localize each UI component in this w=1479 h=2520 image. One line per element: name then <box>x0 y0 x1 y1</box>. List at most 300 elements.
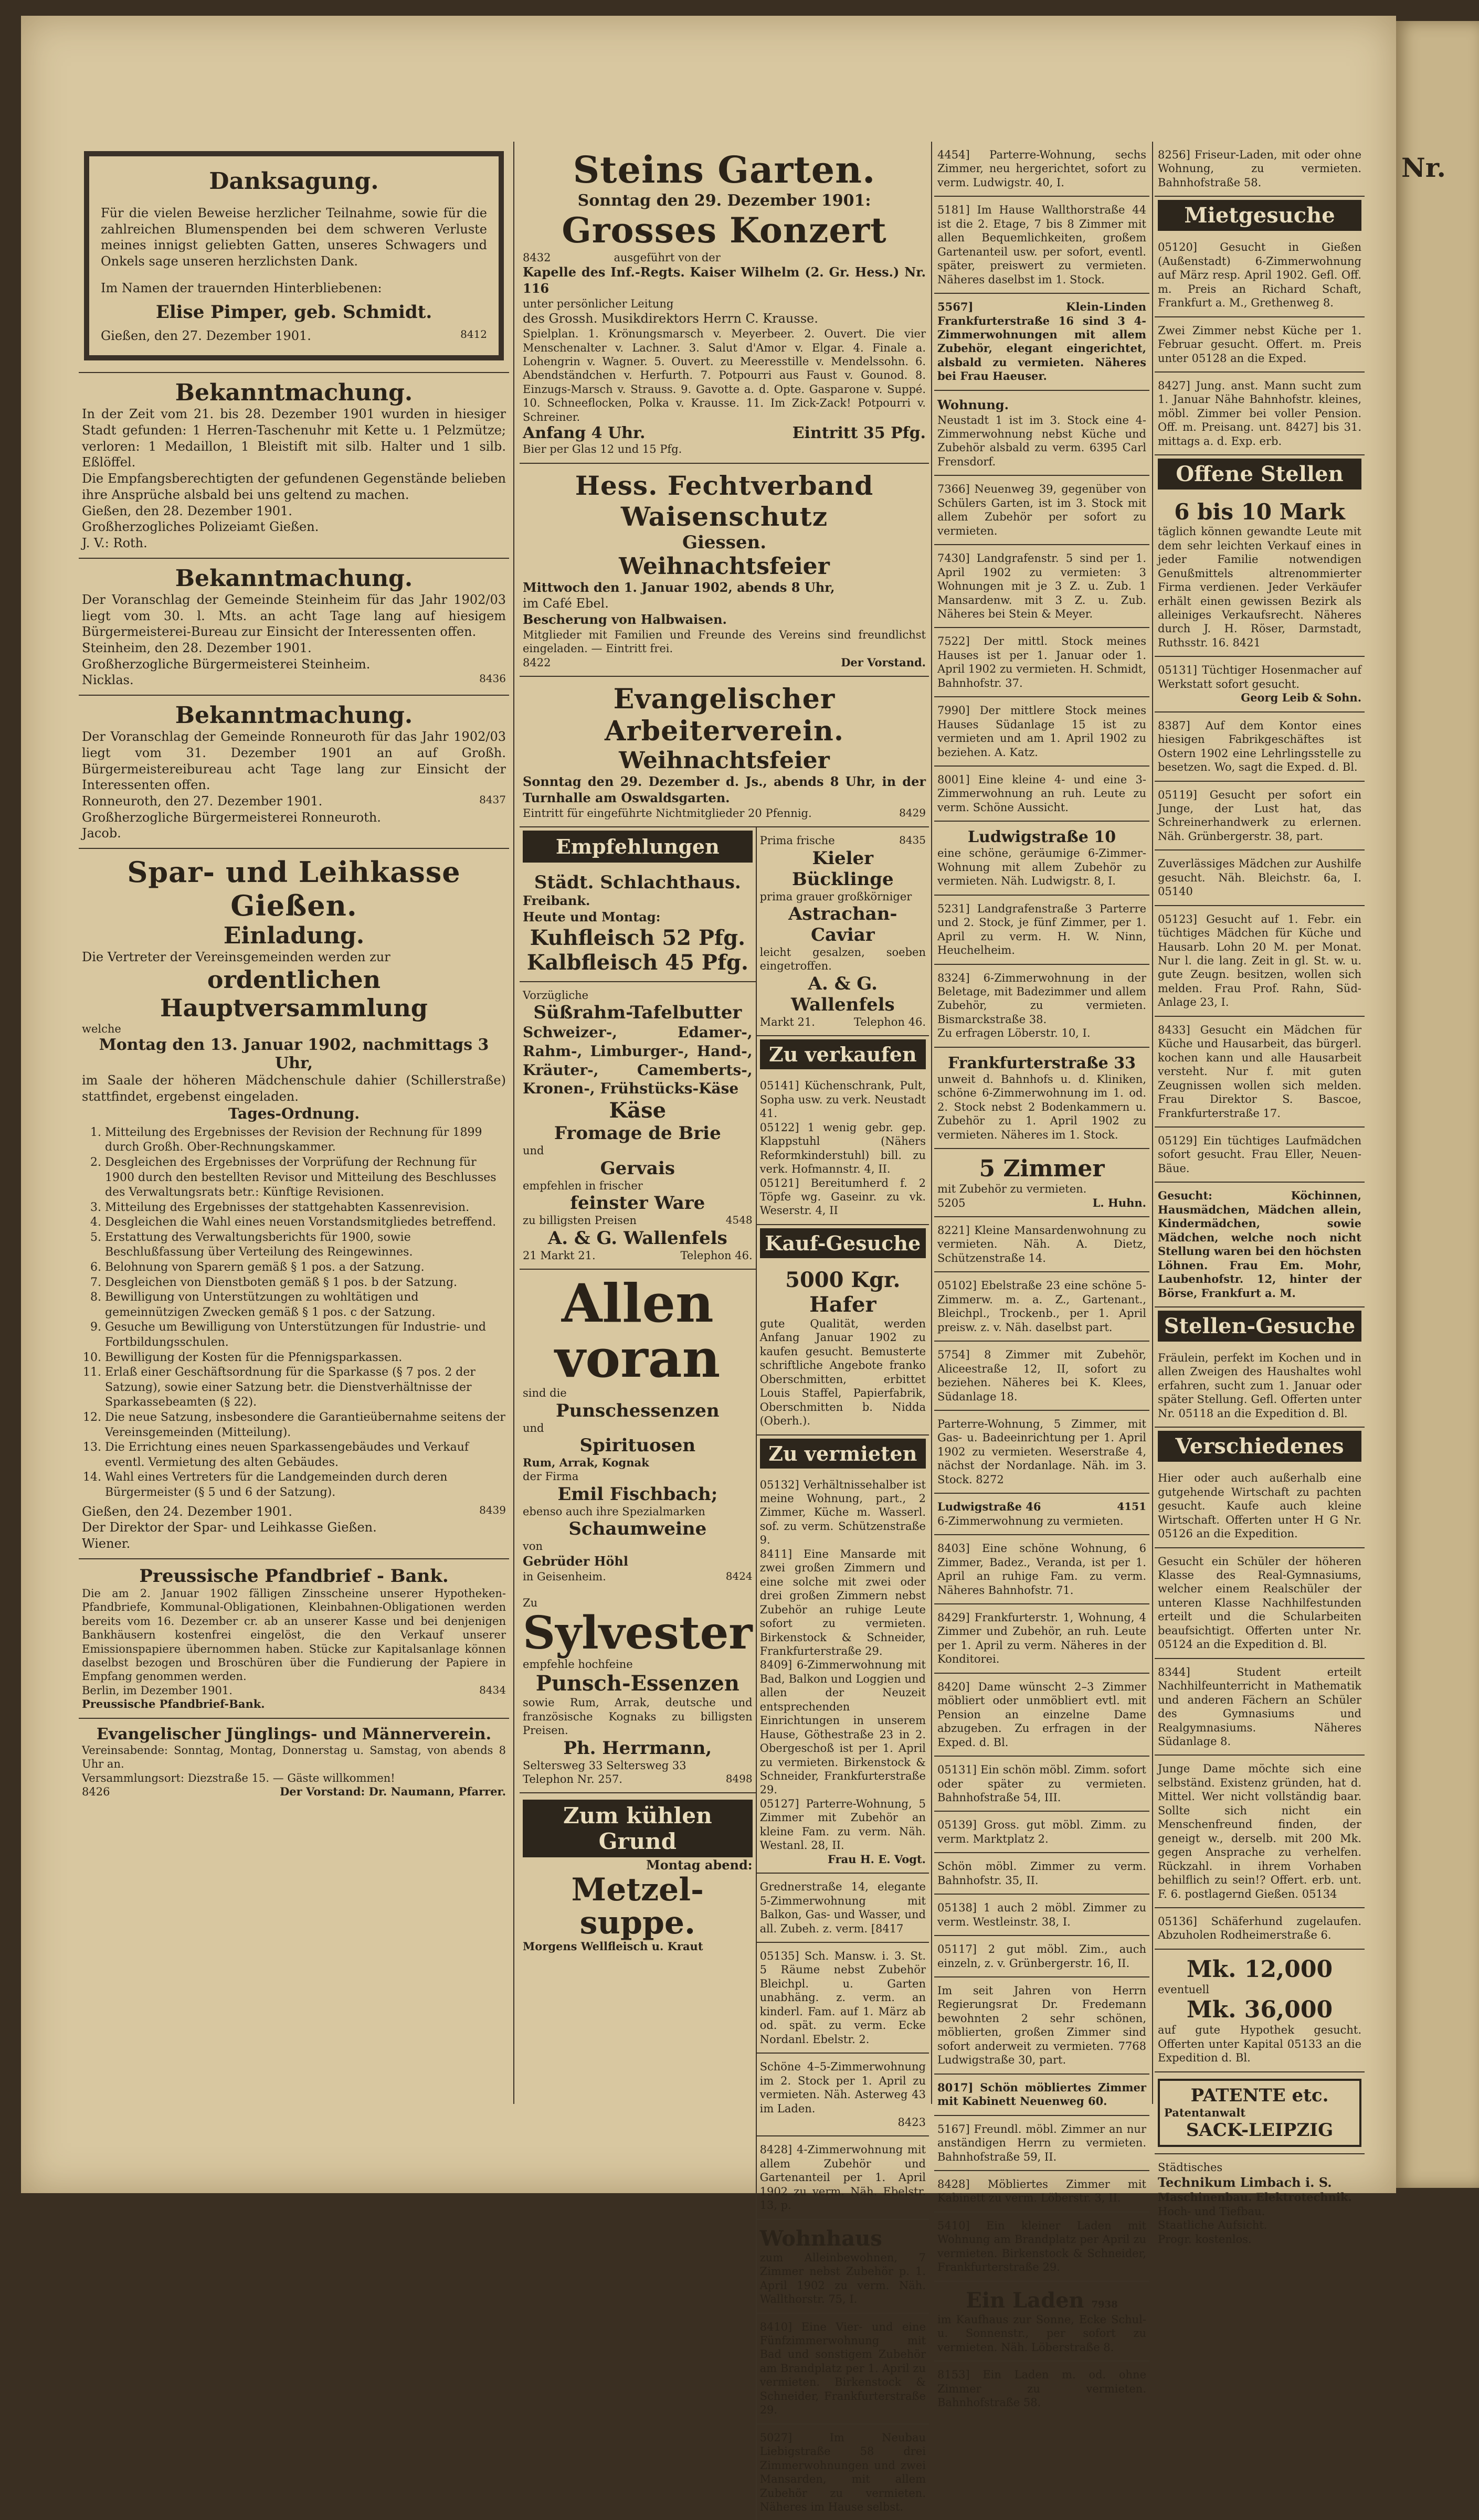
classified: 5167] Freundl. möbl. Zimmer an nur anständigen Herrn zu vermieten. Bahnhofstraße 59, II. <box>937 2122 1146 2163</box>
stellengesuche-heading: Stellen-Gesuche <box>1158 1311 1361 1342</box>
laden-title: Ein Laden <box>966 2288 1084 2313</box>
steins-date: Sonntag den 29. Dezember 1901: <box>577 192 871 210</box>
sylv-title: Sylvester <box>523 1607 753 1660</box>
agenda-item: 1. Mitteilung des Ergebnisses der Revision der Rechnung für 1899 durch Großh. Ober-Rechnungskammer. <box>105 1125 506 1155</box>
ludwig46-body: 6-Zimmerwohnung zu vermieten. <box>937 1514 1124 1527</box>
classified: Zu erfragen Löberstr. 10, I. <box>937 1027 1091 1040</box>
ad-rhs-7 <box>757 2425 929 2520</box>
classified: 05120] Gesucht in Gießen (Außenstadt) 6-Zimmerwohnung auf März resp. April 1902. Gefl. Off. m. Preis an Richard Schaft, Frankfurt a. M., Grethenweg 8. <box>1158 241 1361 310</box>
hosen-body: 05131] Tüchtiger Hosenmacher auf Werkstatt sofort gesucht. <box>1158 664 1361 690</box>
ludwig-title: Ludwigstraße 10 <box>967 828 1116 847</box>
ad <box>934 142 1149 197</box>
steins-konzert: Grosses Konzert <box>562 210 887 251</box>
wohnhaus-title: Wohnhaus <box>759 2226 882 2251</box>
classified: Schöne 4–5-Zimmerwohnung im 2. Stock per 1. April zu vermieten. Näh. Asterweg 43 im Laden. <box>759 2060 926 2115</box>
ad <box>934 294 1149 391</box>
classified: Im seit Jahren von Herrn Regierungsrat Dr. Fredemann bewohnten 2 sehr schönen, möblierten, großen Zimmer sind sofort anderweit zu vermieten. 7768 Ludwigstraße 30, part. <box>937 1984 1146 2067</box>
classified: 8433] Gesucht ein Mädchen für Küche und Hausarbeit, das bürgerl. kochen kann und alle Hausarbeit versteht. Nur f. mit guten Zeugnissen wollen sich melden. Frau Direktor S. Bascoe, Frankfurterstraße 17. <box>1158 1023 1361 1120</box>
fecht-date: Mittwoch den 1. Januar 1902, abends 8 Uhr, <box>523 579 835 595</box>
ad-hosenmacher <box>1155 657 1365 712</box>
ad <box>1155 234 1365 317</box>
allen-t2: voran <box>555 1327 721 1390</box>
bekanntmachung-body: Der Voranschlag der Gemeinde Steinheim für das Jahr 1902/03 liegt vom 30. l. Mts. an acht Tage lang auf hiesigem Bürgermeisterei-Bureau zur Einsicht der Interessenten offen. <box>82 592 506 640</box>
wohnung-title: Wohnung. <box>937 397 1009 412</box>
empfehlungen-heading: Empfehlungen <box>523 831 753 863</box>
classified: 05127] Parterre-Wohnung, 5 Zimmer mit Zubehör an kleine Fam. zu verm. Näh. Westanl. 28, II. <box>759 1797 926 1852</box>
steins-prog: Spielplan. 1. Krönungsmarsch v. Meyerbeer. 2. Ouvert. Die vier Menschenalter v. Lachner. 3. Salut d'Amor v. Elgar. 4. Finale a. Lohengrin v. Wagner. 5. Ouvert. zu Meeresstille v. Mendelssohn. 6. Abendständchen v. Herfurth. 7. Potpourri aus Faust v. Gounod. 8. Einzugs-Marsch v. Strauss. 9. Gavotte a. d. Opte. Gasparone v. Suppé. 10. Schneeflocken, Polka v. Krausse. 11. Im Zick-Zack! Potpourri v. Schreiner. <box>523 327 926 423</box>
classified: 4454] Parterre-Wohnung, sechs Zimmer, neu hergerichtet, sofort zu verm. Ludwigstr. 40, I. <box>937 148 1146 189</box>
classified: 05139] Gross. gut möbl. Zimm. zu verm. Marktplatz 2. <box>937 1819 1146 1845</box>
ad-ein-laden <box>934 2282 1149 2362</box>
ad-zuvermieten <box>757 1472 929 1874</box>
classified: Fräulein, perfekt im Kochen und in allen Zweigen des Haushaltes wohl erfahren, sucht zum 1. Januar oder später Stellung. Gefl. Offerten unter Nr. 05118 an die Expedition d. Bl. <box>1158 1352 1361 1420</box>
classified: 05136] Schäferhund zugelaufen. Abzuholen Rodheimerstraße 6. <box>1158 1915 1361 1942</box>
kuehl-sub: Montag abend: <box>646 1857 753 1873</box>
laden-body: im Kaufhaus zur Sonne, Ecke Schul- u. Sonnenstr., per sofort zu vermieten. Näh. Löberstraße 8. <box>937 2313 1146 2354</box>
classified: 8344] Student erteilt Nachhilfeunterricht in Mathematik und anderen Fächern an Schüler des Gymnasiums und Realgymnasiums. Näheres Südanlage 8. <box>1158 1665 1361 1748</box>
ad-wohnhaus <box>757 2220 929 2314</box>
mourning-frame <box>84 151 504 360</box>
evjm-sig: Der Vorstand: Dr. Naumann, Pfarrer. <box>280 1785 506 1799</box>
ad-frankfurterstrasse-33 <box>934 1048 1149 1149</box>
bekanntmachung-sig2: Jacob. <box>82 826 121 841</box>
fuenf-title: 5 Zimmer <box>979 1155 1105 1183</box>
fecht-sig: Der Vorstand. <box>841 655 926 669</box>
classified: 8001] Eine kleine 4- und eine 3-Zimmerwohnung an ruh. Leute zu verm. Schöne Aussicht. <box>937 773 1146 814</box>
agenda-item: 7. Desgleichen von Dienstboten gemäß § 1 pos. b der Satzung. <box>105 1275 506 1291</box>
subcol-right <box>757 827 929 2520</box>
fecht-place: im Café Ebel. <box>523 596 609 611</box>
classified: 8410] Eine Vier- und eine Fünfzimmerwohnung mit Bad und sonstigem Zubehör am Brandplatz per 1. April zu vermieten. Birkenstock & Schneider, Frankfurterstraße 29. <box>759 2320 926 2417</box>
classified: Zwei Zimmer nebst Küche per 1. Februar gesucht. Offert. m. Preis unter 05128 an die Exped. <box>1158 324 1361 365</box>
steins-leitung: unter persönlicher Leitung <box>523 297 674 310</box>
bekanntmachung-title: Bekanntmachung. <box>175 702 413 729</box>
kieler-addr: Markt 21. <box>759 1015 815 1028</box>
ad-schlachthaus <box>520 866 756 982</box>
kaese-side: Käse <box>609 1098 667 1123</box>
agenda-item: 5. Erstattung des Verwaltungsberichts für 1900, sowie Beschlußfassung über Verteilung des Reingewinnes. <box>105 1230 506 1260</box>
sparkasse-date: Montag den 13. Januar 1902, nachmittags 3 Uhr, <box>99 1036 489 1073</box>
bekanntmachung-body: Der Voranschlag der Gemeinde Ronneuroth für das Jahr 1902/03 liegt vom 31. Dezember 1901 an auf Großh. Bürgermeistereibureau acht Tage lang zur Einsicht der Interessenten offen. <box>82 729 506 793</box>
classified: 05131] Ein schön möbl. Zimm. sofort oder später zu vermieten. Bahnhofstraße 54, III. <box>937 1763 1146 1804</box>
classified: Gesucht: Köchinnen, Hausmädchen, Mädchen allein, Kindermädchen, sowie Mädchen, welche noch nicht Stellung waren bei den höchsten Löhnen. Frau Em. Mohr, Laubenhofstr. 12, hinter der Börse, Frankfurt a. M. <box>1158 1189 1361 1300</box>
mk-body: auf gute Hypothek gesucht. Offerten unter Kapital 05133 an die Expedition d. Bl. <box>1158 2024 1361 2065</box>
schlacht-l1: Kuhfleisch 52 Pfg. <box>530 925 746 950</box>
evjm-title: Evangelischer Jünglings- und Männerverein. <box>96 1725 492 1743</box>
ad-6-bis-10-mark <box>1155 493 1365 657</box>
kieler-body: leicht gesalzen, soeben eingetroffen. <box>759 946 926 973</box>
ad-number: 4548 <box>725 1214 753 1227</box>
ad-arbeiterverein <box>520 677 929 827</box>
sylv-tel: Telephon Nr. 257. <box>523 1773 622 1786</box>
ad <box>934 2213 1149 2282</box>
sylv-firm: Ph. Herrmann, <box>563 1737 712 1759</box>
classified: 05138] 1 auch 2 möbl. Zimmer zu verm. Westleinstr. 38, I. <box>937 1901 1146 1928</box>
mk-eventuell: eventuell <box>1158 1983 1210 1996</box>
agenda-item: 3. Mitteilung des Ergebnisses der stattgehabten Kassenrevision. <box>105 1200 506 1216</box>
evjm-l1: Vereinsabende: Sonntag, Montag, Donnerstag u. Samstag, von abends 8 Uhr an. <box>82 1743 506 1771</box>
bekanntmachung-place: Ronneuroth, den 27. Dezember 1901. <box>82 793 323 809</box>
ad <box>934 2075 1149 2116</box>
ad <box>1155 1183 1365 1307</box>
fuenf-body: mit Zubehör zu vermieten. <box>937 1183 1087 1196</box>
bekanntmachung-place: Gießen, den 28. Dezember 1901. <box>82 503 292 518</box>
ad <box>934 697 1149 767</box>
classified: 7990] Der mittlere Stock meines Hauses Südanlage 15 ist zu vermieten und am 1. April 1902 zu beziehen. A. Katz. <box>937 704 1146 759</box>
frank-body: unweit d. Bahnhofs u. d. Kliniken, schöne 6-Zimmerwohnung im 1. od. 2. Stock nebst 2 Bodenkammern u. Zubehör zu 1. April 1902 zu vermieten. Näheres im 1. Stock. <box>937 1072 1146 1141</box>
allen-geis: in Geisenheim. <box>523 1570 606 1583</box>
kuehl-big: Metzel-suppe. <box>571 1872 704 1942</box>
classified: 8409] 6-Zimmerwohnung mit Bad, Balkon und Loggien und allen der Neuzeit entsprechenden Einrichtungen in unserem Hause, Göthestraße 23 in 2. Obergeschoß ist per 1. April zu vermieten. Birkenstock & Schneider, Frankfurterstraße 29. <box>759 1658 926 1796</box>
ad-sparkasse <box>79 849 509 1559</box>
schlacht-l2: Kalbfleisch 45 Pfg. <box>526 950 748 975</box>
kuehl-foot: Morgens Wellfleisch u. Kraut <box>523 1940 703 1953</box>
ad-rhs-2 <box>757 1943 929 2054</box>
classified: 8153] Ein Laden m. od. ohne Zimmer zu vermieten. Bahnhofstraße 58. <box>937 2368 1146 2409</box>
ad-number: 8424 <box>725 1569 753 1582</box>
fecht-body: Mitglieder mit Familien und Freunde des Vereins sind freundlichst eingeladen. — Eintritt frei. <box>523 628 926 655</box>
pfandbrief-place: Berlin, im Dezember 1901. <box>82 1684 233 1697</box>
allen-sind: sind die <box>523 1387 567 1400</box>
verschiedenes-heading: Verschiedenes <box>1158 1431 1361 1462</box>
classified: 05102] Ebelstraße 23 eine schöne 5-Zimmerw. m. a. Z., Gartenant., Bleichpl., Trockenb., per 1. April preisw. z. v. Näh. daselbst part. <box>937 1279 1146 1334</box>
sparkasse-agenda-title: Tages-Ordnung. <box>228 1104 360 1122</box>
ad <box>934 476 1149 545</box>
ad <box>1155 317 1365 373</box>
kieler-caviar: Astrachan-Caviar <box>788 903 897 945</box>
ad-number: 8422 <box>523 656 551 669</box>
danksagung-body: Für die vielen Beweise herzlicher Teilnahme, sowie für die zahlreichen Blumenspenden bei dem schweren Verluste meines innigst geliebten Gatten, unseres Schwagers und Onkels sage unseren herzlichsten Dank. <box>101 206 487 269</box>
sparkasse-place2: Gießen, den 24. Dezember 1901. <box>82 1504 292 1519</box>
ad-number: 8429 <box>899 806 926 819</box>
bekanntmachung-sig2: J. V.: Roth. <box>82 536 147 551</box>
agenda-item: 6. Belohnung von Sparern gemäß § 1 pos. a der Satzung. <box>105 1260 506 1275</box>
column-rule <box>513 142 514 2104</box>
column-2 <box>520 142 929 2520</box>
sylv-punsch: Punsch-Essenzen <box>535 1671 740 1696</box>
kieler-firm: A. & G. Wallenfels <box>790 973 895 1015</box>
classified: 05119] Gesucht per sofort ein Junge, der Lust hat, das Schreinerhandwerk zu erlernen. Näh. Grünbergerstr. 38, part. <box>1158 788 1361 843</box>
classified: 8256] Friseur-Laden, mit oder ohne Wohnung, zu vermieten. Bahnhofstraße 58. <box>1158 148 1361 189</box>
allen-t1: Allen <box>561 1272 714 1335</box>
classified: Zuverlässiges Mädchen zur Aushilfe gesucht. Näh. Bleichstr. 6a, I. 05140 <box>1158 857 1361 898</box>
pat2: Patentanwalt <box>1164 2106 1246 2119</box>
allen-schaum: Schaumweine <box>568 1518 707 1540</box>
ad <box>1155 850 1365 906</box>
allen-von: von <box>523 1540 543 1553</box>
ad <box>934 2171 1149 2213</box>
allen-spir: Spirituosen <box>579 1435 696 1456</box>
agenda-item: 10. Bewilligung der Kosten für die Pfennigsparkassen. <box>105 1351 506 1366</box>
kaese-und: und <box>523 1144 544 1157</box>
ad <box>1155 1756 1365 1908</box>
sylv-body: sowie Rum, Arrak, deutsche und französische Kognaks zu billigsten Preisen. <box>523 1696 753 1737</box>
ad <box>934 1936 1149 1977</box>
ad-number: 8423 <box>897 2116 926 2129</box>
classified: 8017] Schön möbliertes Zimmer mit Kabinett Neuenweg 60. <box>937 2080 1146 2108</box>
next-page-edge <box>1396 21 1479 2188</box>
next-page-number: Nr. <box>1401 152 1446 183</box>
kaese-ware: feinster Ware <box>570 1193 705 1214</box>
kaese-addr: 21 Markt 21. <box>523 1249 596 1262</box>
ad <box>934 896 1149 965</box>
classified: 05135] Sch. Mansw. i. 3. St. 5 Räume nebst Zubehör Bleichpl. u. Garten unabhäng. z. verm. an kinderl. Fam. auf 1. März ab od. spät. zu verm. Ecke Nordanl. Ebelstr. 2. <box>759 1950 926 2046</box>
schlacht-sub: Freibank. <box>523 893 590 909</box>
ad-technikum <box>1155 2154 1365 2252</box>
schlacht-date: Heute und Montag: <box>523 909 661 924</box>
agenda-item: 9. Gesuche um Bewilligung von Unterstützungen für Industrie- und Fortbildungsschulen. <box>105 1320 506 1350</box>
ad <box>934 767 1149 822</box>
column-3 <box>934 142 1149 2416</box>
mk2: Mk. 36,000 <box>1186 1996 1333 2024</box>
ad <box>1155 713 1365 782</box>
frank-title: Frankfurterstraße 33 <box>948 1054 1136 1072</box>
ad-fechtverband <box>520 464 929 677</box>
ad <box>934 1411 1149 1494</box>
schlacht-title: Städt. Schlachthaus. <box>534 872 741 894</box>
classified: 05132] Verhältnissehalber ist meine Wohnung, part., 2 Zimmer, Küche m. Wasserl. sof. zu verm. Schützenstraße 9. <box>759 1478 926 1547</box>
sparkasse-sig1: Der Direktor der Spar- und Leihkasse Gießen. <box>82 1520 377 1535</box>
pfandbrief-body: Die am 2. Januar 1902 fälligen Zinsscheine unserer Hypotheken-Pfandbriefe, Kommunal-Obligationen, Kleinbahnen-Obligationen werden bereits vom 16. Dezember cr. ab an unserer Kasse und bei denjenigen Bankhäusern kostenfrei eingelöst, die den Verkauf unserer Emissionspapiere übernommen haben. Stücke zur Kapitalsanlage können daselbst bezogen und Broschüren über die Fundierung der Papiere in Empfang genommen werden. <box>82 1587 506 1683</box>
ad <box>1155 1659 1365 1756</box>
zuvermieten-heading: Zu vermieten <box>760 1439 926 1469</box>
classified: 05129] Ein tüchtiges Laufmädchen sofort gesucht. Frau Eller, Neuen-Bäue. <box>1158 1134 1361 1175</box>
kuehl-title: Zum kühlen Grund <box>523 1800 753 1857</box>
classified: 5567] Klein-Linden Frankfurterstraße 16 sind 3 4-Zimmerwohnungen mit allem Zubehör, elegant eingerichtet, alsbald zu vermieten. Näheres bei Frau Haeuser. <box>937 300 1146 383</box>
sylv-emp: empfehle hochfeine <box>523 1657 633 1671</box>
steins-by: ausgeführt von der <box>614 251 721 264</box>
ad-danksagung <box>79 142 509 373</box>
ad-number: 8435 <box>899 834 926 847</box>
allen-emil: Emil Fischbach; <box>557 1483 718 1505</box>
agenda-item: 2. Desgleichen des Ergebnisses der Vorprüfung der Rechnung für 1900 durch den bestellten Revisor und Mitteilung des Beschlusses des Verwaltungsrats betr.: Künftige Revisionen. <box>105 1155 506 1200</box>
ad <box>1155 1908 1365 1950</box>
bekanntmachung-title: Bekanntmachung. <box>175 379 413 407</box>
ad <box>1155 1548 1365 1659</box>
kaese-emp: empfehlen in frischer <box>523 1179 643 1192</box>
agenda-item: 12. Die neue Satzung, insbesondere die Garantieübernahme seitens der Vereinsgemeinden (Mitteilung). <box>105 1410 506 1440</box>
classified: 8387] Auf dem Kontor eines hiesigen Fabrikgeschäftes ist Ostern 1902 eine Lehrlingsstelle zu besetzen. Wo, sagt die Exped. d. Bl. <box>1158 719 1361 774</box>
ad <box>1155 906 1365 1017</box>
fuenf-sig: L. Huhn. <box>1092 1196 1146 1209</box>
kaese-items: Schweizer-, Edamer-, Rahm-, Limburger-, Hand-, Kräuter-, Camemberts-, Kronen-, Frühstücks-Käse <box>523 1023 753 1098</box>
ad <box>1155 142 1365 197</box>
ad <box>934 545 1149 628</box>
ad-steins-garten <box>520 142 929 464</box>
ad <box>934 1977 1149 2075</box>
ad-number: 8436 <box>479 672 506 685</box>
ad-number: 8426 <box>82 1785 110 1799</box>
kieler-tel: Telephon 46. <box>853 1015 926 1028</box>
agenda-item: 14. Wahl eines Vertreters für die Landgemeinden durch deren Bürgermeister (§ 5 und 6 der Satzung). <box>105 1470 506 1500</box>
steins-anfang: Anfang 4 Uhr. <box>523 424 646 443</box>
ad <box>934 1757 1149 1812</box>
allen-punsch: Punschessenzen <box>556 1400 720 1421</box>
bekanntmachung-body2: Die Empfangsberechtigten der gefundenen Gegenstände belieben ihre Ansprüche alsbald bei uns geltend zu machen. <box>82 471 506 502</box>
sparkasse-sub: Einladung. <box>223 922 365 950</box>
ad <box>1155 1465 1365 1548</box>
ad-kaese <box>520 982 756 1270</box>
ad-5-zimmer <box>934 1149 1149 1217</box>
ad-patente <box>1155 2072 1365 2154</box>
column-1 <box>79 142 509 1805</box>
steins-kapelle: Kapelle des Inf.-Regts. Kaiser Wilhelm (2. Gr. Hess.) Nr. 116 <box>523 264 926 296</box>
classified: 05122] 1 wenig gebr. gep. Klappstuhl (Nähers Reformkinderstuhl) bill. zu verk. Hofmannstr. 4, II. <box>759 1121 926 1176</box>
eva-body: Eintritt für eingeführte Nichtmitglieder 20 Pfennig. <box>523 806 812 820</box>
steins-dir: des Grossh. Musikdirektors Herrn C. Krausse. <box>523 311 818 326</box>
pat1: PATENTE etc. <box>1190 2085 1329 2106</box>
fecht-besch: Bescherung von Halbwaisen. <box>523 612 727 628</box>
ad-pfandbrief <box>79 1559 509 1719</box>
sylv-zu: Zu <box>523 1597 538 1609</box>
classified: 5754] 8 Zimmer mit Zubehör, Aliceestraße 12, II, sofort zu beziehen. Näheres bei K. Klees, Südanlage 18. <box>937 1348 1146 1403</box>
bekanntmachung-place: Steinheim, den 28. Dezember 1901. <box>82 640 312 655</box>
kaese-tel: Telephon 46. <box>680 1249 753 1262</box>
bekanntmachung-sig1: Großherzogliche Bürgermeisterei Steinheim. <box>82 656 371 672</box>
ad <box>1155 782 1365 851</box>
fecht-sub: Weihnachtsfeier <box>619 552 830 580</box>
classified: Gesucht ein Schüler der höheren Klasse des Real-Gymnasiums, welcher einem Realschüler der unteren Klasse Nachhilfestunden erteilt und die Schularbeiten beaufsichtigt. Offerten unter Nr. 05124 an die Expedition d. Bl. <box>1158 1555 1361 1651</box>
ad-number: 5205 <box>937 1196 966 1209</box>
ad <box>1155 1128 1365 1183</box>
pfandbrief-sig: Preussische Pfandbrief-Bank. <box>82 1697 265 1711</box>
ad-bekanntmachung-3 <box>79 696 509 849</box>
classified: Schön möbl. Zimmer zu verm. Bahnhofstr. 35, II. <box>937 1860 1146 1887</box>
allen-und: und <box>523 1421 544 1434</box>
ad-number: 8437 <box>479 793 506 806</box>
ad-number: 8439 <box>479 1503 506 1516</box>
classified: 8429] Frankfurterstr. 1, Wohnung, 4 Zimmer und Zubehör, an ruh. Leute per 1. April zu verm. Näheres in der Konditorei. <box>937 1611 1146 1666</box>
sparkasse-title: Spar- und Leihkasse Gießen. <box>127 855 461 923</box>
ludwig46-title: Ludwigstraße 46 <box>937 1500 1041 1514</box>
tech5: Staatliche Aufsicht. <box>1158 2219 1267 2232</box>
column-2-split <box>520 827 929 2520</box>
mark-body: täglich können gewandte Leute mit dem sehr leichten Verkauf eines in jeder Familie notwendigen Genußmittels altrenommierter Firma verdienen. Jeder Verkäufer erhält einen gewissen Bezirk als alleiniges Verkaufsrecht. Näheres durch J. H. Röser, Darmstadt, Ruthsstr. 16. 8421 <box>1158 525 1361 649</box>
kaufgesuche-heading: Kauf-Gesuche <box>760 1228 926 1258</box>
sparkasse-agenda <box>82 1125 506 1501</box>
ad-number: 8412 <box>460 327 487 341</box>
kaese-preis: zu billigsten Preisen <box>523 1214 637 1227</box>
mietgesuche-heading: Mietgesuche <box>1158 200 1361 231</box>
bekanntmachung-sig2: Nicklas. <box>82 673 134 688</box>
mark-title: 6 bis 10 Mark <box>1174 499 1345 525</box>
tech4: Hoch- und Tiefbau. <box>1158 2205 1265 2218</box>
ad-kieler <box>757 827 929 1036</box>
eva-title: Evangelischer Arbeiterverein. <box>605 683 844 748</box>
ad-ludwigstrasse-10 <box>934 822 1149 895</box>
zuverkaufen-heading: Zu verkaufen <box>760 1039 926 1069</box>
classified: Hier oder auch außerhalb eine gutgehende Wirtschaft zu pachten gesucht. Kaufe auch kleine Wirtschaft. Offerten unter H G Nr. 05126 an die Expedition. <box>1158 1472 1361 1540</box>
hosen-sig: Georg Leib & Sohn. <box>1241 691 1361 705</box>
classified-sig: Frau H. E. Vogt. <box>828 1852 926 1866</box>
offene-stellen-heading: Offene Stellen <box>1158 459 1361 490</box>
ad-number: 8432 <box>523 251 551 264</box>
pat3: SACK-LEIPZIG <box>1186 2120 1334 2141</box>
classified: Junge Dame möchte sich eine selbständ. Existenz gründen, hat d. Mittel. Wer nicht vollständig baar. Sollte sich nicht ein Menschenfreund finden, der geneigt w., derselb. mit 200 Mk. gegen Ansprache zu verhelfen. Rückzahl. in ihrem Vorhaben behilflich zu sein!? Offert. erb. unt. F. 6. postlagernd Gießen. 05134 <box>1158 1762 1361 1900</box>
eva-date: Sonntag den 29. Dezember d. Js., abends 8 Uhr, in der Turnhalle am Oswaldsgarten. <box>523 774 926 805</box>
sparkasse-big: ordentlichen Hauptversammlung <box>160 965 428 1022</box>
classified: 8221] Kleine Mansardenwohnung zu vermieten. Näh. A. Dietz, Schützenstraße 14. <box>937 1224 1146 1264</box>
ad <box>934 1272 1149 1342</box>
agenda-item: 4. Desgleichen die Wahl eines neuen Vorstandsmitgliedes betreffend. <box>105 1215 506 1230</box>
column-rule <box>931 142 932 2104</box>
ad-ludwigstrasse-46 <box>934 1494 1149 1535</box>
hafer-body: gute Qualität, werden Anfang Januar 1902 zu kaufen gesucht. Bemusterte schriftliche Angebote franko Oberschmitten, erbittet Louis Staffel, Papierfabrik, Oberschmitten b. Nidda (Oberh.). <box>759 1317 926 1428</box>
classified: zum Alleinbewohnen, 7 Zimmer nebst Zubehör p. 1. April 1902 zu verm. Näh. Wallthorstr. 75, I. <box>759 2251 926 2306</box>
ad-wohnung <box>934 391 1149 476</box>
kaese-head: Vorzügliche <box>523 988 589 1002</box>
danksagung-namens: Im Namen der trauernden Hinterbliebenen: <box>101 280 382 295</box>
steins-eintritt: Eintritt 35 Pfg. <box>792 424 926 443</box>
bekanntmachung-body: In der Zeit vom 21. bis 28. Dezember 1901 wurden in hiesiger Stadt gefunden: 1 Herren-Taschenuhr mit Kette u. 1 Pelzmütze; verloren: 1 Medaillon, 1 Bleistift mit silb. Halter und 1 silb. Eßlöffel. <box>82 407 506 470</box>
ad-bekanntmachung-2 <box>79 559 509 696</box>
hafer-big: 5000 Kgr. Hafer <box>785 1267 901 1317</box>
ad-number: 4151 <box>1117 1500 1146 1513</box>
ad-hafer <box>757 1261 929 1436</box>
classified: 8420] Dame wünscht 2–3 Zimmer möbliert oder unmöbliert evtl. mit Pension an einzelne Dame abzugeben. Zu erfragen in der Exped. d. Bl. <box>937 1680 1146 1749</box>
ad <box>1155 373 1365 455</box>
ad <box>934 1812 1149 1853</box>
classified: 8428] 4-Zimmerwohnung mit allem Zubehör und Gartenanteil per 1. April 1902 zu verm. Näh. Ebelstr. 13, p. <box>759 2143 926 2212</box>
ad-allen-voran <box>520 1270 756 1590</box>
kaese-t1: Süßrahm-Tafelbutter <box>533 1002 742 1023</box>
classified: 05141] Küchenschrank, Pult, Sopha usw. zu verk. Neustadt 41. <box>759 1079 926 1120</box>
tech2: Technikum Limbach i. S. <box>1158 2174 1332 2190</box>
ad <box>934 628 1149 697</box>
kaese-gervais: Gervais <box>600 1157 675 1179</box>
column-4 <box>1155 142 1365 2252</box>
bekanntmachung-sig1: Großherzogliches Polizeiamt Gießen. <box>82 519 319 535</box>
ad <box>934 2362 1149 2416</box>
ad-hypothek <box>1155 1950 1365 2072</box>
ad <box>934 1217 1149 1272</box>
danksagung-place: Gießen, den 27. Dezember 1901. <box>101 328 311 343</box>
classified: 5410] Ein kleiner Laden mit Wohnung am Brandplatz per April zu vermieten. Birkenstock & Schneider, Frankfurterstraße 29. <box>937 2219 1146 2274</box>
classified: 8403] Eine schöne Wohnung, 6 Zimmer, Badez., Veranda, ist per 1. April an ruhige Fam. zu verm. Näheres Bahnhofstr. 71. <box>937 1542 1146 1597</box>
sparkasse-place: im Saale der höheren Mädchenschule dahier (Schillerstraße) stattfindet, ergebenst eingeladen. <box>82 1073 506 1104</box>
ad <box>934 1342 1149 1411</box>
classified: 05117] 2 gut möbl. Zim., auch einzeln, z. v. Grünbergerstr. 16, II. <box>937 1943 1146 1970</box>
classified: 5181] Im Hause Wallthorstraße 44 ist die 2. Etage, 7 bis 8 Zimmer mit allen Bequemlichkeiten, großem Gartenanteil usw. per sofort, eventl. später, preiswert zu vermieten. Näheres daselbst im 1. Stock. <box>937 204 1146 286</box>
sparkasse-intro: Die Vertreter der Vereinsgemeinden werden zur <box>82 950 390 965</box>
ad <box>934 1674 1149 1757</box>
eva-sub: Weihnachtsfeier <box>619 747 830 774</box>
ad-number: 7938 <box>1091 2299 1118 2310</box>
column-rule <box>1152 142 1153 2104</box>
tech6: Progr. kostenlos. <box>1158 2232 1252 2246</box>
classified: 8411] Eine Mansarde mit zwei großen Zimmern und eine solche mit zwei oder drei großen Zimmern nebst Zubehör an ruhige Leute sofort zu vermieten. Birkenstock & Schneider, Frankfurterstraße 29. <box>759 1547 926 1657</box>
classified: 8324] 6-Zimmerwohnung in der Beletage, mit Badezimmer und allem Zubehör, zu vermieten. Bismarckstraße 38. <box>937 971 1146 1026</box>
ad <box>934 1535 1149 1604</box>
ad <box>934 1895 1149 1936</box>
danksagung-title: Danksagung. <box>209 168 379 195</box>
classified: 7366] Neuenweg 39, gegenüber von Schülers Garten, ist im 3. Stock mit allem Zubehör per sofort zu vermieten. <box>937 483 1146 537</box>
ad <box>934 197 1149 294</box>
ad-number: 8498 <box>725 1772 753 1785</box>
tech3: Maschinenbau. Elektrotechnik. <box>1158 2191 1352 2204</box>
fecht-city: Giessen. <box>682 531 767 553</box>
ad-zuverkaufen <box>757 1072 929 1225</box>
classified: Neustadt 1 ist im 3. Stock eine 4-Zimmerwohnung nebst Küche und Zubehör alsbald zu verm. 6395 Carl Frensdorf. <box>937 413 1146 468</box>
kieler-head: Prima frische <box>759 834 835 847</box>
ad <box>934 965 1149 1048</box>
allen-ebenso: ebenso auch ihre Spezialmarken <box>523 1505 705 1518</box>
ad <box>1155 1345 1365 1428</box>
agenda-item: 8. Bewilligung von Unterstützungen zu wohltätigen und gemeinnützigen Zwecken gemäß § 1 pos. c der Satzung. <box>105 1290 506 1320</box>
classified: 7522] Der mittl. Stock meines Hauses ist per 1. Januar oder 1. April 1902 zu vermieten. H. Schmidt, Bahnhofstr. 37. <box>937 635 1146 689</box>
classified: 7430] Landgrafenstr. 5 sind per 1. April 1902 zu vermieten: 3 Wohnungen mit je 3 Z. u. Zub. 1 Mansardenw. mit 3 Z. u. Zub. Näheres bei Stein & Meyer. <box>937 552 1146 620</box>
ad <box>934 1604 1149 1674</box>
